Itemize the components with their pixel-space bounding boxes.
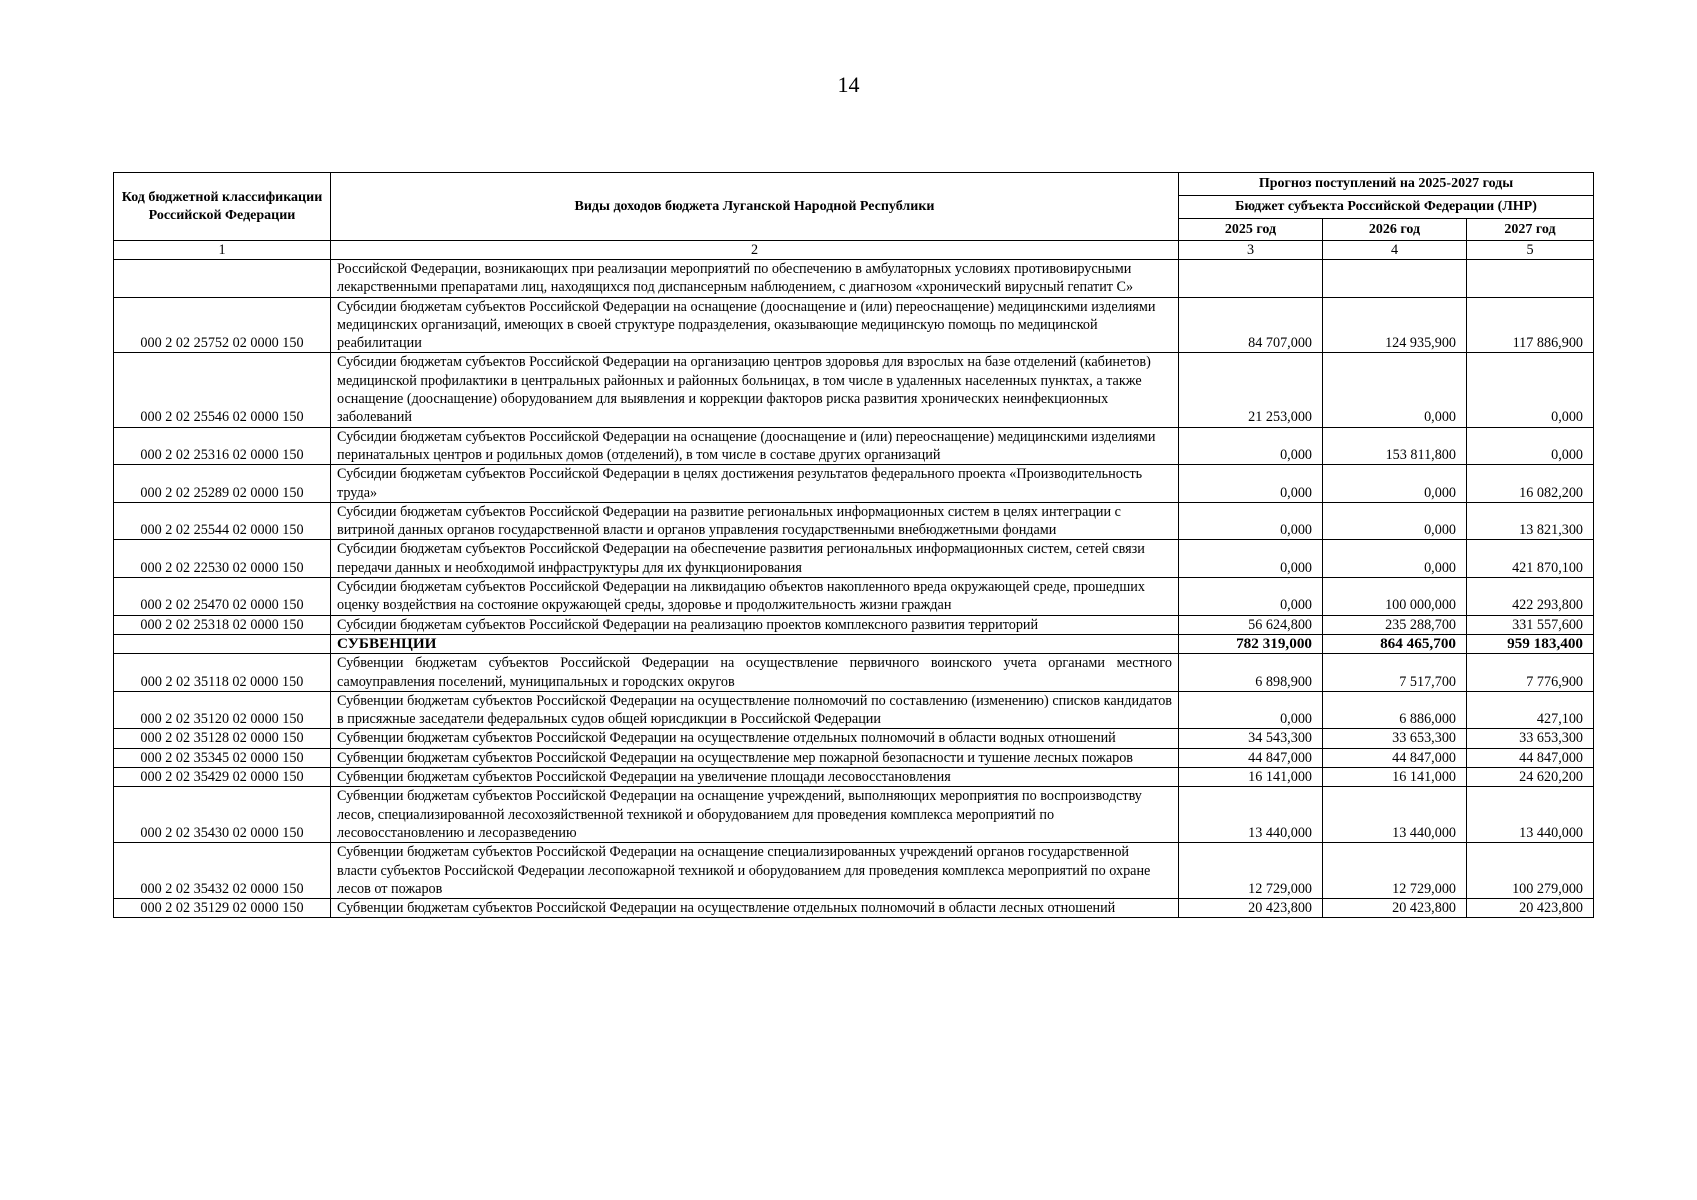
value-2027-cell: 16 082,200: [1467, 465, 1594, 503]
table-row: [114, 729, 1594, 748]
revenue-type-cell: Субсидии бюджетам субъектов Российской Федерации на реализацию проектов комплексного развития территорий: [331, 615, 1179, 634]
table-row: [114, 843, 1594, 899]
column-number: 4: [1323, 241, 1467, 260]
revenue-type-cell: Субвенции бюджетам субъектов Российской Федерации на осуществление отдельных полномочий в области лесных отношений: [331, 899, 1179, 918]
value-2026-cell: 33 653,300: [1323, 729, 1467, 748]
budget-code-cell: 000 2 02 35432 02 0000 150: [114, 843, 331, 899]
budget-code-cell: 000 2 02 25289 02 0000 150: [114, 465, 331, 503]
table-row: [114, 465, 1594, 503]
value-2027-cell: 422 293,800: [1467, 578, 1594, 616]
revenue-type-cell: Субсидии бюджетам субъектов Российской Федерации на ликвидацию объектов накопленного вреда окружающей среде, прошедших оценку воздействия на состояние окружающей среды, здоровье и продолжительность жизни граждан: [331, 578, 1179, 616]
budget-code-cell: 000 2 02 35129 02 0000 150: [114, 899, 331, 918]
column-number-row: [114, 241, 1594, 260]
value-2026-cell: [1323, 260, 1467, 298]
value-2025-cell: 56 624,800: [1179, 615, 1323, 634]
value-2025-cell: 782 319,000: [1179, 634, 1323, 653]
value-2026-cell: 44 847,000: [1323, 748, 1467, 767]
header-code-column: Код бюджетной классификации Российской Федерации: [114, 173, 331, 241]
header-name-column: Виды доходов бюджета Луганской Народной Республики: [331, 173, 1179, 241]
column-number: 5: [1467, 241, 1594, 260]
budget-code-cell: 000 2 02 25318 02 0000 150: [114, 615, 331, 634]
value-2027-cell: 13 821,300: [1467, 502, 1594, 540]
header-year-2025: 2025 год: [1179, 219, 1323, 241]
budget-code-cell: 000 2 02 25470 02 0000 150: [114, 578, 331, 616]
budget-code-cell: 000 2 02 25546 02 0000 150: [114, 353, 331, 427]
revenue-type-cell: Субвенции бюджетам субъектов Российской Федерации на осуществление первичного воинского учета органами местного самоуправления поселений, муниципальных и городских округов: [331, 654, 1179, 692]
table-header: [114, 173, 1594, 260]
value-2025-cell: 6 898,900: [1179, 654, 1323, 692]
budget-revenue-table: [113, 172, 1594, 918]
revenue-type-cell: Субвенции бюджетам субъектов Российской Федерации на оснащение учреждений, выполняющих мероприятия по воспроизводству лесов, специализированной лесохозяйственной техникой и оборудованием для проведения комплекса мероприятий по лесовосстановлению и лесоразведению: [331, 787, 1179, 843]
revenue-type-cell: Субсидии бюджетам субъектов Российской Федерации на оснащение (дооснащение и (или) переоснащение) медицинскими изделиями перинатальных центров и родильных домов (отделений), в том числе в составе других организаций: [331, 427, 1179, 465]
column-number: 1: [114, 241, 331, 260]
table-row: [114, 353, 1594, 427]
budget-code-cell: 000 2 02 35345 02 0000 150: [114, 748, 331, 767]
value-2027-cell: 24 620,200: [1467, 768, 1594, 787]
value-2026-cell: 864 465,700: [1323, 634, 1467, 653]
budget-code-cell: 000 2 02 22530 02 0000 150: [114, 540, 331, 578]
value-2026-cell: 0,000: [1323, 502, 1467, 540]
table-row: [114, 768, 1594, 787]
value-2026-cell: 0,000: [1323, 540, 1467, 578]
table-row: [114, 427, 1594, 465]
budget-code-cell: 000 2 02 35118 02 0000 150: [114, 654, 331, 692]
budget-code-cell: 000 2 02 35128 02 0000 150: [114, 729, 331, 748]
budget-code-cell: [114, 260, 331, 298]
value-2027-cell: [1467, 260, 1594, 298]
value-2026-cell: 7 517,700: [1323, 654, 1467, 692]
page-number: 14: [837, 72, 860, 97]
value-2027-cell: 33 653,300: [1467, 729, 1594, 748]
table-row: [114, 787, 1594, 843]
value-2025-cell: 13 440,000: [1179, 787, 1323, 843]
value-2025-cell: 0,000: [1179, 465, 1323, 503]
budget-code-cell: 000 2 02 25544 02 0000 150: [114, 502, 331, 540]
table-row: [114, 615, 1594, 634]
value-2025-cell: 34 543,300: [1179, 729, 1323, 748]
revenue-type-cell: Субвенции бюджетам субъектов Российской Федерации на увеличение площади лесовосстановления: [331, 768, 1179, 787]
revenue-type-cell: Субсидии бюджетам субъектов Российской Федерации в целях достижения результатов федерального проекта «Производительность труда»: [331, 465, 1179, 503]
value-2026-cell: 0,000: [1323, 465, 1467, 503]
value-2026-cell: 100 000,000: [1323, 578, 1467, 616]
revenue-type-cell: Субвенции бюджетам субъектов Российской Федерации на осуществление полномочий по составлению (изменению) списков кандидатов в присяжные заседатели федеральных судов общей юрисдикции в Российской Федерации: [331, 691, 1179, 729]
table-row: [114, 578, 1594, 616]
value-2025-cell: 0,000: [1179, 691, 1323, 729]
value-2025-cell: 0,000: [1179, 578, 1323, 616]
revenue-type-cell: Субсидии бюджетам субъектов Российской Федерации на оснащение (дооснащение и (или) переоснащение) медицинскими изделиями медицинских организаций, имеющих в своей структуре подразделения, оказывающие медицинскую помощь по медицинской реабилитации: [331, 297, 1179, 353]
value-2027-cell: 13 440,000: [1467, 787, 1594, 843]
value-2027-cell: 20 423,800: [1467, 899, 1594, 918]
budget-code-cell: 000 2 02 25316 02 0000 150: [114, 427, 331, 465]
value-2025-cell: 21 253,000: [1179, 353, 1323, 427]
table-row: [114, 748, 1594, 767]
section-total-row: [114, 634, 1594, 653]
value-2025-cell: 0,000: [1179, 540, 1323, 578]
value-2025-cell: 84 707,000: [1179, 297, 1323, 353]
budget-code-cell: [114, 634, 331, 653]
table-row: [114, 297, 1594, 353]
table-row: [114, 260, 1594, 298]
value-2025-cell: 16 141,000: [1179, 768, 1323, 787]
table-row: [114, 899, 1594, 918]
value-2026-cell: 20 423,800: [1323, 899, 1467, 918]
value-2025-cell: 20 423,800: [1179, 899, 1323, 918]
value-2027-cell: 427,100: [1467, 691, 1594, 729]
value-2026-cell: 12 729,000: [1323, 843, 1467, 899]
value-2026-cell: 235 288,700: [1323, 615, 1467, 634]
budget-code-cell: 000 2 02 35429 02 0000 150: [114, 768, 331, 787]
header-year-2027: 2027 год: [1467, 219, 1594, 241]
value-2026-cell: 153 811,800: [1323, 427, 1467, 465]
column-number: 3: [1179, 241, 1323, 260]
value-2027-cell: 117 886,900: [1467, 297, 1594, 353]
revenue-type-cell: Субвенции бюджетам субъектов Российской Федерации на осуществление отдельных полномочий в области водных отношений: [331, 729, 1179, 748]
value-2027-cell: 100 279,000: [1467, 843, 1594, 899]
table-row: [114, 654, 1594, 692]
budget-code-cell: 000 2 02 35430 02 0000 150: [114, 787, 331, 843]
value-2025-cell: [1179, 260, 1323, 298]
value-2027-cell: 331 557,600: [1467, 615, 1594, 634]
header-year-2026: 2026 год: [1323, 219, 1467, 241]
revenue-type-cell: Субвенции бюджетам субъектов Российской Федерации на осуществление мер пожарной безопасности и тушение лесных пожаров: [331, 748, 1179, 767]
budget-code-cell: 000 2 02 25752 02 0000 150: [114, 297, 331, 353]
value-2026-cell: 13 440,000: [1323, 787, 1467, 843]
value-2025-cell: 12 729,000: [1179, 843, 1323, 899]
table-row: [114, 502, 1594, 540]
budget-code-cell: 000 2 02 35120 02 0000 150: [114, 691, 331, 729]
value-2027-cell: 959 183,400: [1467, 634, 1594, 653]
value-2026-cell: 16 141,000: [1323, 768, 1467, 787]
table-row: [114, 691, 1594, 729]
column-number: 2: [331, 241, 1179, 260]
value-2027-cell: 0,000: [1467, 427, 1594, 465]
revenue-type-cell: Субсидии бюджетам субъектов Российской Федерации на организацию центров здоровья для взрослых на базе отделений (кабинетов) медицинской профилактики в центральных районных и районных больницах, в том числе в удаленных населенных пунктах, а также оснащение (дооснащение) оборудованием для выявления и коррекции факторов риска развития хронических неинфекционных заболеваний: [331, 353, 1179, 427]
revenue-type-cell: Субсидии бюджетам субъектов Российской Федерации на развитие региональных информационных систем в целях интеграции с витриной данных органов государственной власти и органов управления государственными внебюджетными фондами: [331, 502, 1179, 540]
table-row: [114, 540, 1594, 578]
value-2026-cell: 124 935,900: [1323, 297, 1467, 353]
revenue-type-cell: СУБВЕНЦИИ: [331, 634, 1179, 653]
header-budget-subject: Бюджет субъекта Российской Федерации (ЛНР): [1179, 196, 1594, 219]
header-forecast: Прогноз поступлений на 2025-2027 годы: [1179, 173, 1594, 196]
value-2026-cell: 0,000: [1323, 353, 1467, 427]
revenue-type-cell: Российской Федерации, возникающих при реализации мероприятий по обеспечению в амбулаторных условиях противовирусными лекарственными препаратами лиц, находящихся под диспансерным наблюдением, с диагнозом «хронический вирусный гепатит С»: [331, 260, 1179, 298]
value-2027-cell: 0,000: [1467, 353, 1594, 427]
value-2027-cell: 44 847,000: [1467, 748, 1594, 767]
value-2027-cell: 421 870,100: [1467, 540, 1594, 578]
revenue-type-cell: Субвенции бюджетам субъектов Российской Федерации на оснащение специализированных учреждений органов государственной власти субъектов Российской Федерации лесопожарной техникой и оборудованием для проведения комплекса мероприятий по охране лесов от пожаров: [331, 843, 1179, 899]
value-2027-cell: 7 776,900: [1467, 654, 1594, 692]
value-2026-cell: 6 886,000: [1323, 691, 1467, 729]
value-2025-cell: 44 847,000: [1179, 748, 1323, 767]
revenue-type-cell: Субсидии бюджетам субъектов Российской Федерации на обеспечение развития региональных информационных систем, сетей связи передачи данных и необходимой инфраструктуры для их функционирования: [331, 540, 1179, 578]
table-body: [114, 260, 1594, 918]
value-2025-cell: 0,000: [1179, 502, 1323, 540]
value-2025-cell: 0,000: [1179, 427, 1323, 465]
